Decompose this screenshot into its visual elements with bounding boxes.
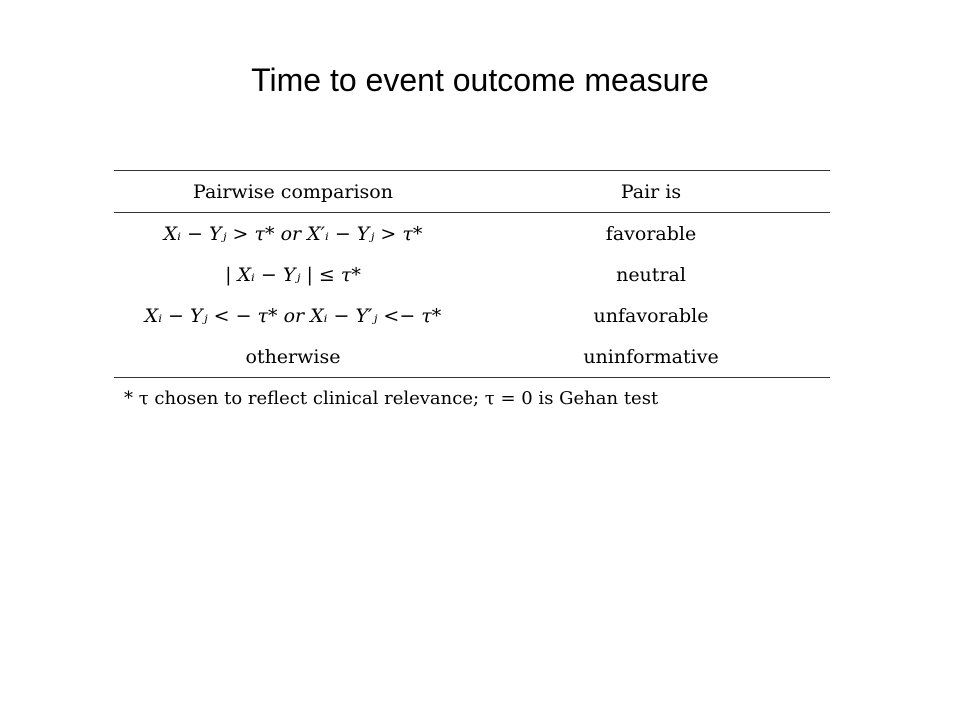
comparison-cell: | Xᵢ − Yⱼ | ≤ τ* xyxy=(225,263,361,286)
table-row xyxy=(114,254,830,295)
header-pairwise-comparison: Pairwise comparison xyxy=(193,180,393,203)
comparison-cell: otherwise xyxy=(245,345,341,368)
table-row xyxy=(114,336,830,377)
header-pair-is: Pair is xyxy=(620,180,682,203)
result-cell: uninformative xyxy=(583,345,719,368)
table-row xyxy=(114,295,830,336)
table-header-row xyxy=(114,171,830,213)
comparison-cell: Xᵢ − Yⱼ < − τ* or Xᵢ − Y′ⱼ <− τ* xyxy=(144,304,442,327)
slide-title: Time to event outcome measure xyxy=(251,62,709,98)
result-cell: neutral xyxy=(616,263,686,286)
comparison-cell: Xᵢ − Yⱼ > τ* or X′ᵢ − Yⱼ > τ* xyxy=(163,222,423,245)
result-cell: unfavorable xyxy=(593,304,709,327)
comparison-table xyxy=(114,170,830,378)
footnote: * τ chosen to reflect clinical relevance; τ = 0 is Gehan test xyxy=(124,388,659,409)
table-row xyxy=(114,213,830,254)
result-cell: favorable xyxy=(605,222,697,245)
